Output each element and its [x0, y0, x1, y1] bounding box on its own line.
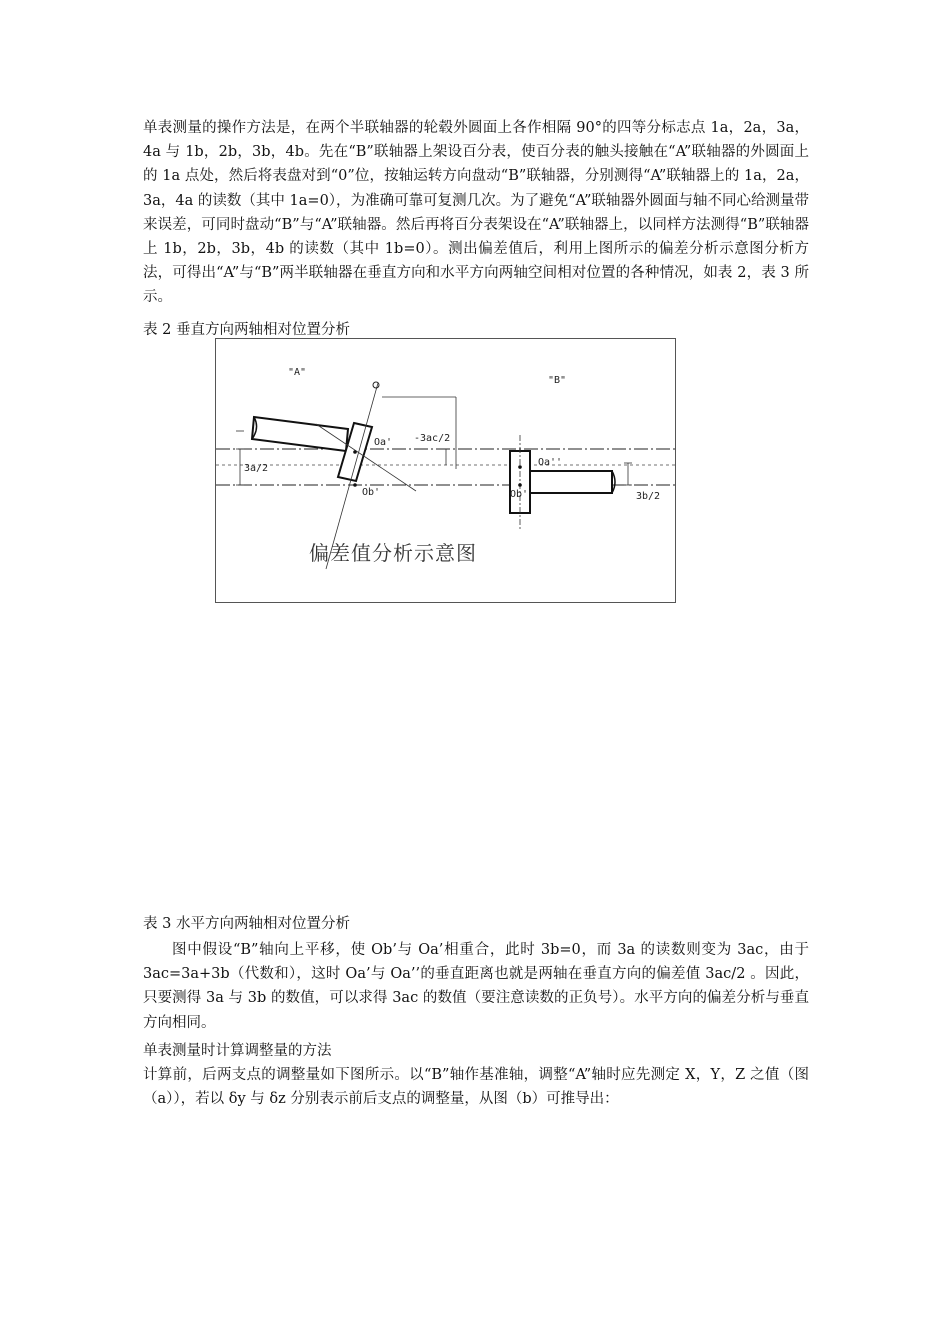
- method-paragraph: 计算前，后两支点的调整量如下图所示。以“B”轴作基准轴，调整“A”轴时应先测定 X，Y，Z 之值（图（a）），若以 δy 与 δz 分别表示前后支点的调整量，从图（b）可推导出：: [143, 1067, 809, 1108]
- label-3ac: -3ac/2: [414, 433, 451, 444]
- label-ob: Ob': [362, 487, 381, 498]
- intro-paragraph: 单表测量的操作方法是，在两个半联轴器的轮毂外圆面上各作相隔 90°的四等分标志点 1a，2a，3a，4a 与 1b，2b，3b，4b。先在“B”联轴器上架设百分表，使百分表的触头接触在“A”联轴器的外圆面上的 1a 点处，然后将表盘对到“0”位，按轴运转方向盘动“B”联轴器，分别测得“A”联轴器上的 1a，2a，3a，4a 的读数（其中 1a=0），为准确可靠可复测几次。为了避免“A”联轴器外圆面与轴不同心给测量带来误差，可同时盘动“B”与“A”联轴器。然后再将百分表架设在“A”联轴器上，以同样方法测得“B”联轴器上 1b，2b，3b，4b 的读数（其中 1b=0）。测出偏差值后，利用上图所示的偏差分析示意图分析方法，可得出“A”与“B”两半联轴器在垂直方向和水平方向两轴空间相对位置的各种情况，如表 2，表 3 所示。: [143, 120, 809, 306]
- label-oa1: Oa': [374, 437, 393, 448]
- diagram-caption: 偏差值分析示意图: [309, 541, 477, 565]
- deviation-diagram: [215, 338, 676, 603]
- label-3a: 3a/2: [244, 463, 269, 474]
- label-oa2: Oa'': [538, 457, 563, 468]
- label-a: "A": [288, 367, 307, 378]
- analysis-paragraph: 图中假设“B”轴向上平移，使 Ob’与 Oa’相重合，此时 3b=0，而 3a 的读数则变为 3ac，由于 3ac=3a+3b（代数和），这时 Oa’与 Oa’’的垂直距离也就是两轴在垂直方向的偏差值 3ac/2 。因此，只要测得 3a 与 3b 的数值，可以求得 3ac 的数值（要注意读数的正负号）。水平方向的偏差分析与垂直方向相同。: [143, 942, 809, 1031]
- label-ob2: Ob': [510, 489, 529, 500]
- label-b: "B": [548, 375, 567, 386]
- method-heading: 单表测量时计算调整量的方法: [143, 1043, 332, 1059]
- table3-title: 表 3 水平方向两轴相对位置分析: [143, 916, 350, 932]
- label-3b: 3b/2: [636, 491, 661, 502]
- table2-title: 表 2 垂直方向两轴相对位置分析: [143, 322, 350, 338]
